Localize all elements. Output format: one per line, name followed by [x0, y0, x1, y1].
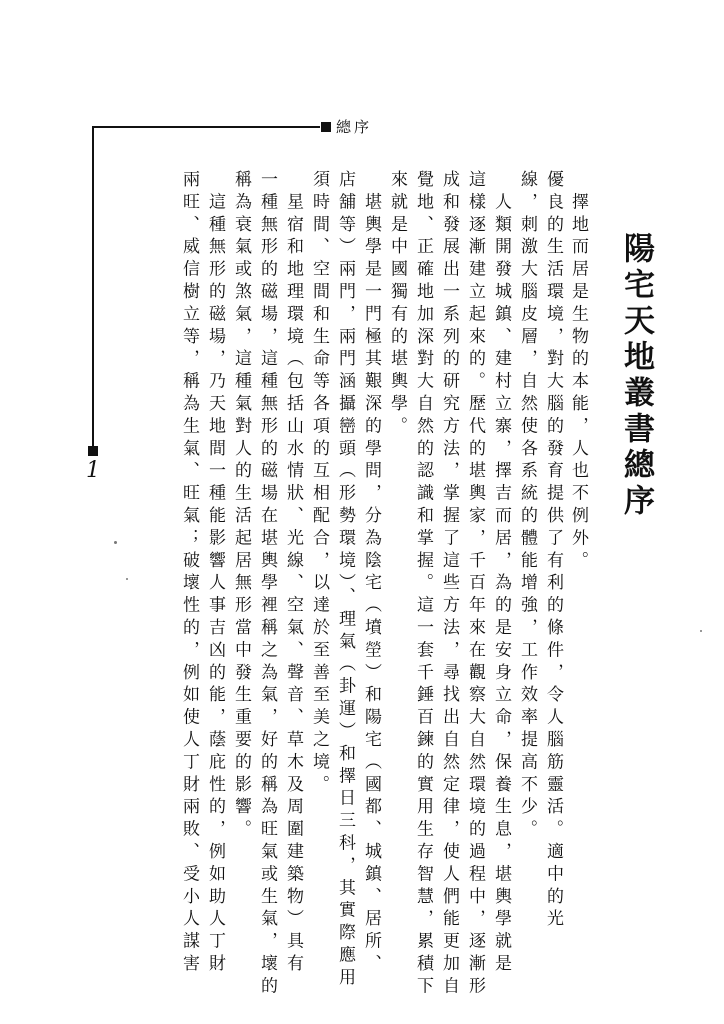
text-column: 店舖等）兩門，兩門涵攝巒頭（形勢環境）、理氣（卦運）和擇日三科，其實際應用 [335, 170, 355, 991]
text-column: 這樣逐漸建立起來的。歷代的堪輿家，千百年來在觀察大自然環境的過程中，逐漸形 [465, 170, 485, 999]
scan-speck [126, 578, 128, 580]
text-column: 覺地、正確地加深對大自然的認識和掌握。這一套千錘百鍊的實用生存智慧，累積下 [413, 170, 433, 999]
text-column: 優良的生活環境，對大腦的發育提供了有利的條件，令人腦筋靈活。適中的光 [543, 170, 563, 932]
scan-speck [700, 630, 702, 632]
page-number: 1 [86, 458, 100, 483]
text-column: 一種無形的磁場，這種無形的磁場在堪輿學裡稱之為氣，好的稱為旺氣或生氣，壞的 [257, 170, 277, 999]
text-column: 線，刺激大腦皮層，自然使各系統的體能增強，工作效率提高不少。 [517, 170, 537, 842]
text-column: 堪輿學是一門極其艱深的學問，分為陰宅（墳塋）和陽宅（國都、城鎮、居所、 [361, 170, 381, 977]
text-column: 這種無形的磁場，乃天地間一種能影響人事吉凶的能，蔭庇性的，例如助人丁財 [205, 170, 225, 977]
header-square-marker [321, 122, 331, 132]
header-rule [92, 126, 320, 128]
scan-speck [114, 541, 117, 544]
text-column: 兩旺、威信樹立等，稱為生氣、旺氣；破壞性的，例如使人丁財兩敗、受小人謀害 [179, 170, 199, 977]
text-column: 成和發展出一系列的研究方法，掌握了這些方法，尋找出自然定律，使人們能更加自 [439, 170, 459, 999]
margin-rule [92, 126, 94, 456]
text-column: 人類開發城鎮、建村立寨，擇吉而居，為的是安身立命，保養生息，堪輿學就是 [491, 170, 511, 977]
running-header: 總序 [336, 118, 373, 136]
text-column: 來就是中國獨有的堪輿學。 [387, 170, 407, 439]
page-title: 陽宅天地叢書總序 [618, 232, 654, 520]
text-column: 星宿和地理環境（包括山水情狀、光線、空氣、聲音、草木及周圍建築物）具有 [283, 170, 303, 977]
margin-square-marker [88, 446, 98, 456]
text-column: 稱為衰氣或煞氣，這種氣對人的生活起居無形當中發生重要的影響。 [231, 170, 251, 842]
text-column: 擇地而居是生物的本能，人也不例外。 [568, 170, 588, 574]
text-column: 須時間、空間和生命等各項的互相配合，以達於至善至美之境。 [309, 170, 329, 798]
